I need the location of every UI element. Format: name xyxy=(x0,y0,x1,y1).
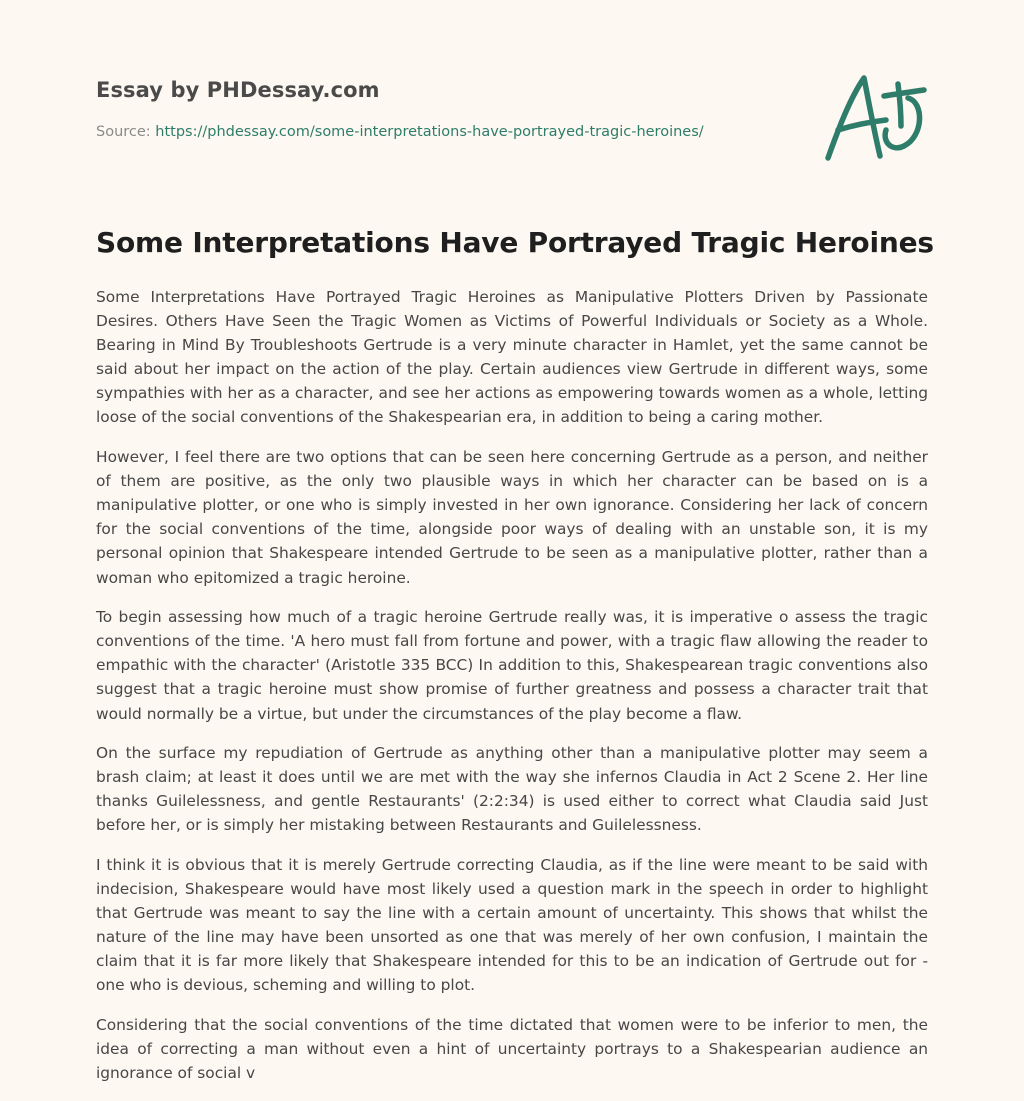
essay-paragraph: I think it is obvious that it is merely Gertrude correcting Claudia, as if the line were meant to be said with indecision, Shakespeare would have most likely used a question mark in the speech in order to highlight that Gertrude was meant to say the line with a certain amount of uncertainty. This shows that whilst the nature of the line may have been unsorted as one that was merely of her own confusion, I maintain the claim that it is far more likely that Shakespeare intended for this to be an indication of Gertrude out for - one who is devious, scheming and willing to plot. xyxy=(96,855,928,995)
essay-paragraph: However, I feel there are two options that can be seen here concerning Gertrude as a person, and neither of them are positive, as the only two plausible ways in which her character can be based on is a manipulative plotter, or one who is simply invested in her own ignorance. Considering her lack of concern for the social conventions of the time, alongside poor ways of dealing with an unstable son, it is my personal opinion that Shakespeare intended Gertrude to be seen as a manipulative plotter, rather than a woman who epitomized a tragic heroine. xyxy=(96,448,928,587)
essay-paragraph: Some Interpretations Have Portrayed Tragic Heroines as Manipulative Plotters Driven by Passionate Desires. Others Have Seen the Tragic Women as Victims of Powerful Individuals or Society as a Whole. Bearing in Mind By Troubleshoots Gertrude is a very minute character in Hamlet, yet the same cannot be said about her impact on the action of the play. Certain audiences view Gertrude in different ways, some sympathies with her as a character, and see her actions as empowering towards women as a whole, letting loose of the social conventions of the Shakespearian era, in addition to being a caring mother. xyxy=(96,288,928,427)
source-line xyxy=(96,124,704,140)
source-label: Source: xyxy=(96,124,156,140)
essay-body xyxy=(96,285,928,1101)
essay-paragraph: To begin assessing how much of a tragic heroine Gertrude really was, it is imperative o assess the tragic conventions of the time. 'A hero must fall from fortune and power, with a tragic flaw allowing the reader to empathic with the character' (Aristotle 335 BCC) In addition to this, Shakespearean tragic conventions also suggest that a tragic heroine must show promise of further greatness and possess a character trait that would normally be a virtue, but under the circumstances of the play become a flaw. xyxy=(96,608,928,723)
essay-title: Some Interpretations Have Portrayed Tragic Heroines xyxy=(96,226,934,259)
essay-paragraph: On the surface my repudiation of Gertrude as anything other than a manipulative plotter may seem a brash claim; at least it does until we are met with the way she infernos Claudia in Act 2 Scene 2. Her line thanks Guilelessness, and gentle Restaurants' (2:2:34) is used either to correct what Claudia said Just before her, or is simply her mistaking between Restaurants and Guilelessness. xyxy=(96,744,928,835)
source-link[interactable]: https://phdessay.com/some-interpretations-have-portrayed-tragic-heroines/ xyxy=(155,124,704,140)
site-brand: Essay by PHDessay.com xyxy=(96,78,380,102)
essay-paragraph: Considering that the social conventions of the time dictated that women were to be inferior to men, the idea of correcting a man without even a hint of uncertainty portrays to a Shakespearian audience an ignorance of social v xyxy=(96,1016,928,1083)
a-plus-grade-icon xyxy=(824,66,928,170)
